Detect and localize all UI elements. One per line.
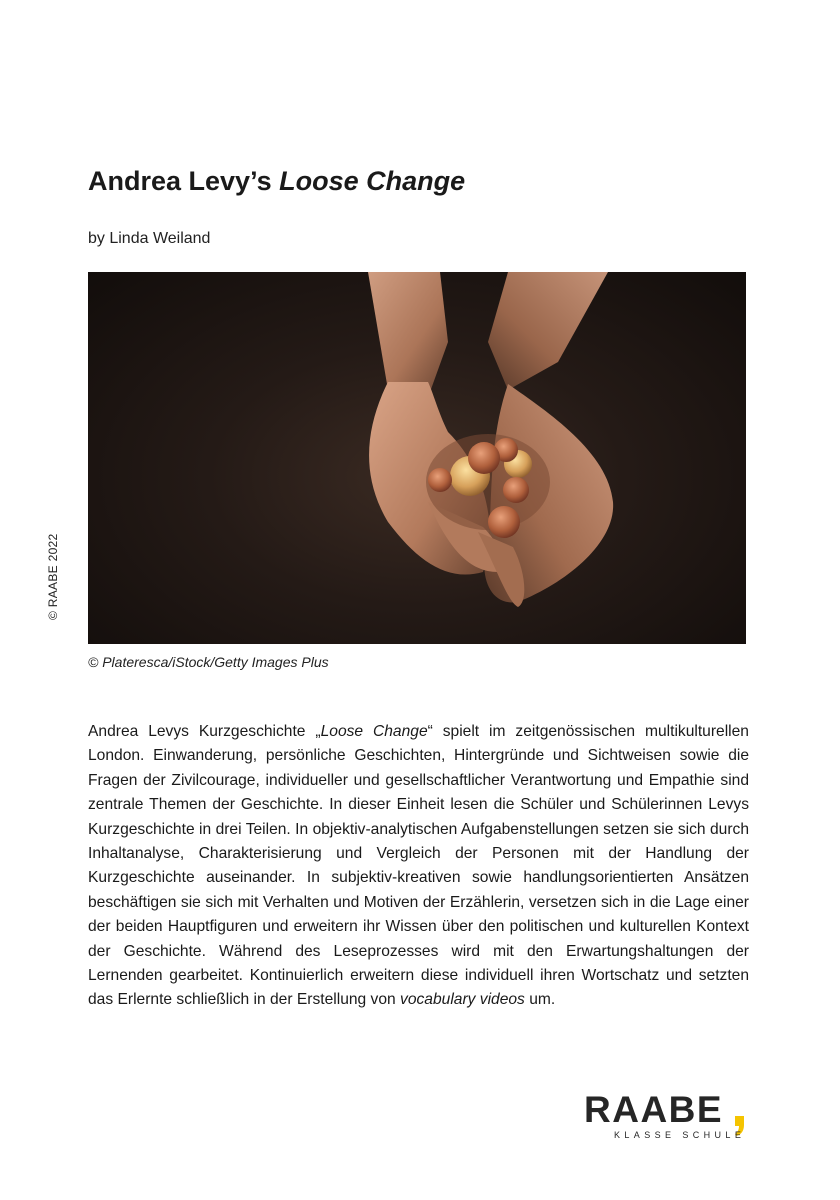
cupped-hands-with-coins-icon [88,272,746,644]
raabe-logo [584,1090,754,1142]
body-part-1: Andrea Levys Kurzgeschichte „ [88,723,321,740]
title-italic: Loose Change [279,166,466,196]
body-italic-title: Loose Change [320,723,428,740]
author-line: by Linda Weiland [88,230,211,247]
body-italic-term: vocabulary videos [400,991,525,1009]
cover-photo [88,272,746,644]
side-copyright: © RAABE 2022 [46,533,60,620]
page-title [88,166,465,197]
logo-tagline: KLASSE SCHULE [614,1130,746,1140]
title-prefix: Andrea Levy’s [88,166,280,196]
body-part-2: “ spielt im zeitgenössischen multikulturellen London. Einwanderung, persönliche Geschichten, Hintergründe und Sichtweisen sowie die Fragen der Zivilcourage, individueller und gesellschaftlicher Verantwortung und Empathie sind zentrale Themen der Geschichte. In dieser Einheit lesen die Schüler und Schülerinnen Levys Kurzgeschichte in drei Teilen. In objektiv-analytischen Aufgabenstellungen setzen sie sich durch Inhaltanalyse, Charakterisierung und Vergleich der Personen mit der Handlung der Kurzgeschichte auseinander. In subjektiv-kreativen sowie handlungsorientierten Ansätzen beschäftigen sie sich mit Verhalten und Motiven der Erzählerin, versetzen sich in die Lage einer der beiden Hauptfiguren und erweitern ihr Wissen über den politischen und kulturellen Kontext der Geschichte. Während des Leseprozesses wird mit den Erwartungshaltungen der Lernenden gearbeitet. Kontinuierlich erweitern diese individuell ihren Wortschatz und setzten das Erlernte schließlich in der Erstellung von [88,723,749,1009]
photo-credit: © Plateresca/iStock/Getty Images Plus [88,654,329,670]
body-part-3: um. [524,991,556,1009]
intro-paragraph [88,720,749,1013]
logo-wordmark: RAABE [584,1089,724,1130]
